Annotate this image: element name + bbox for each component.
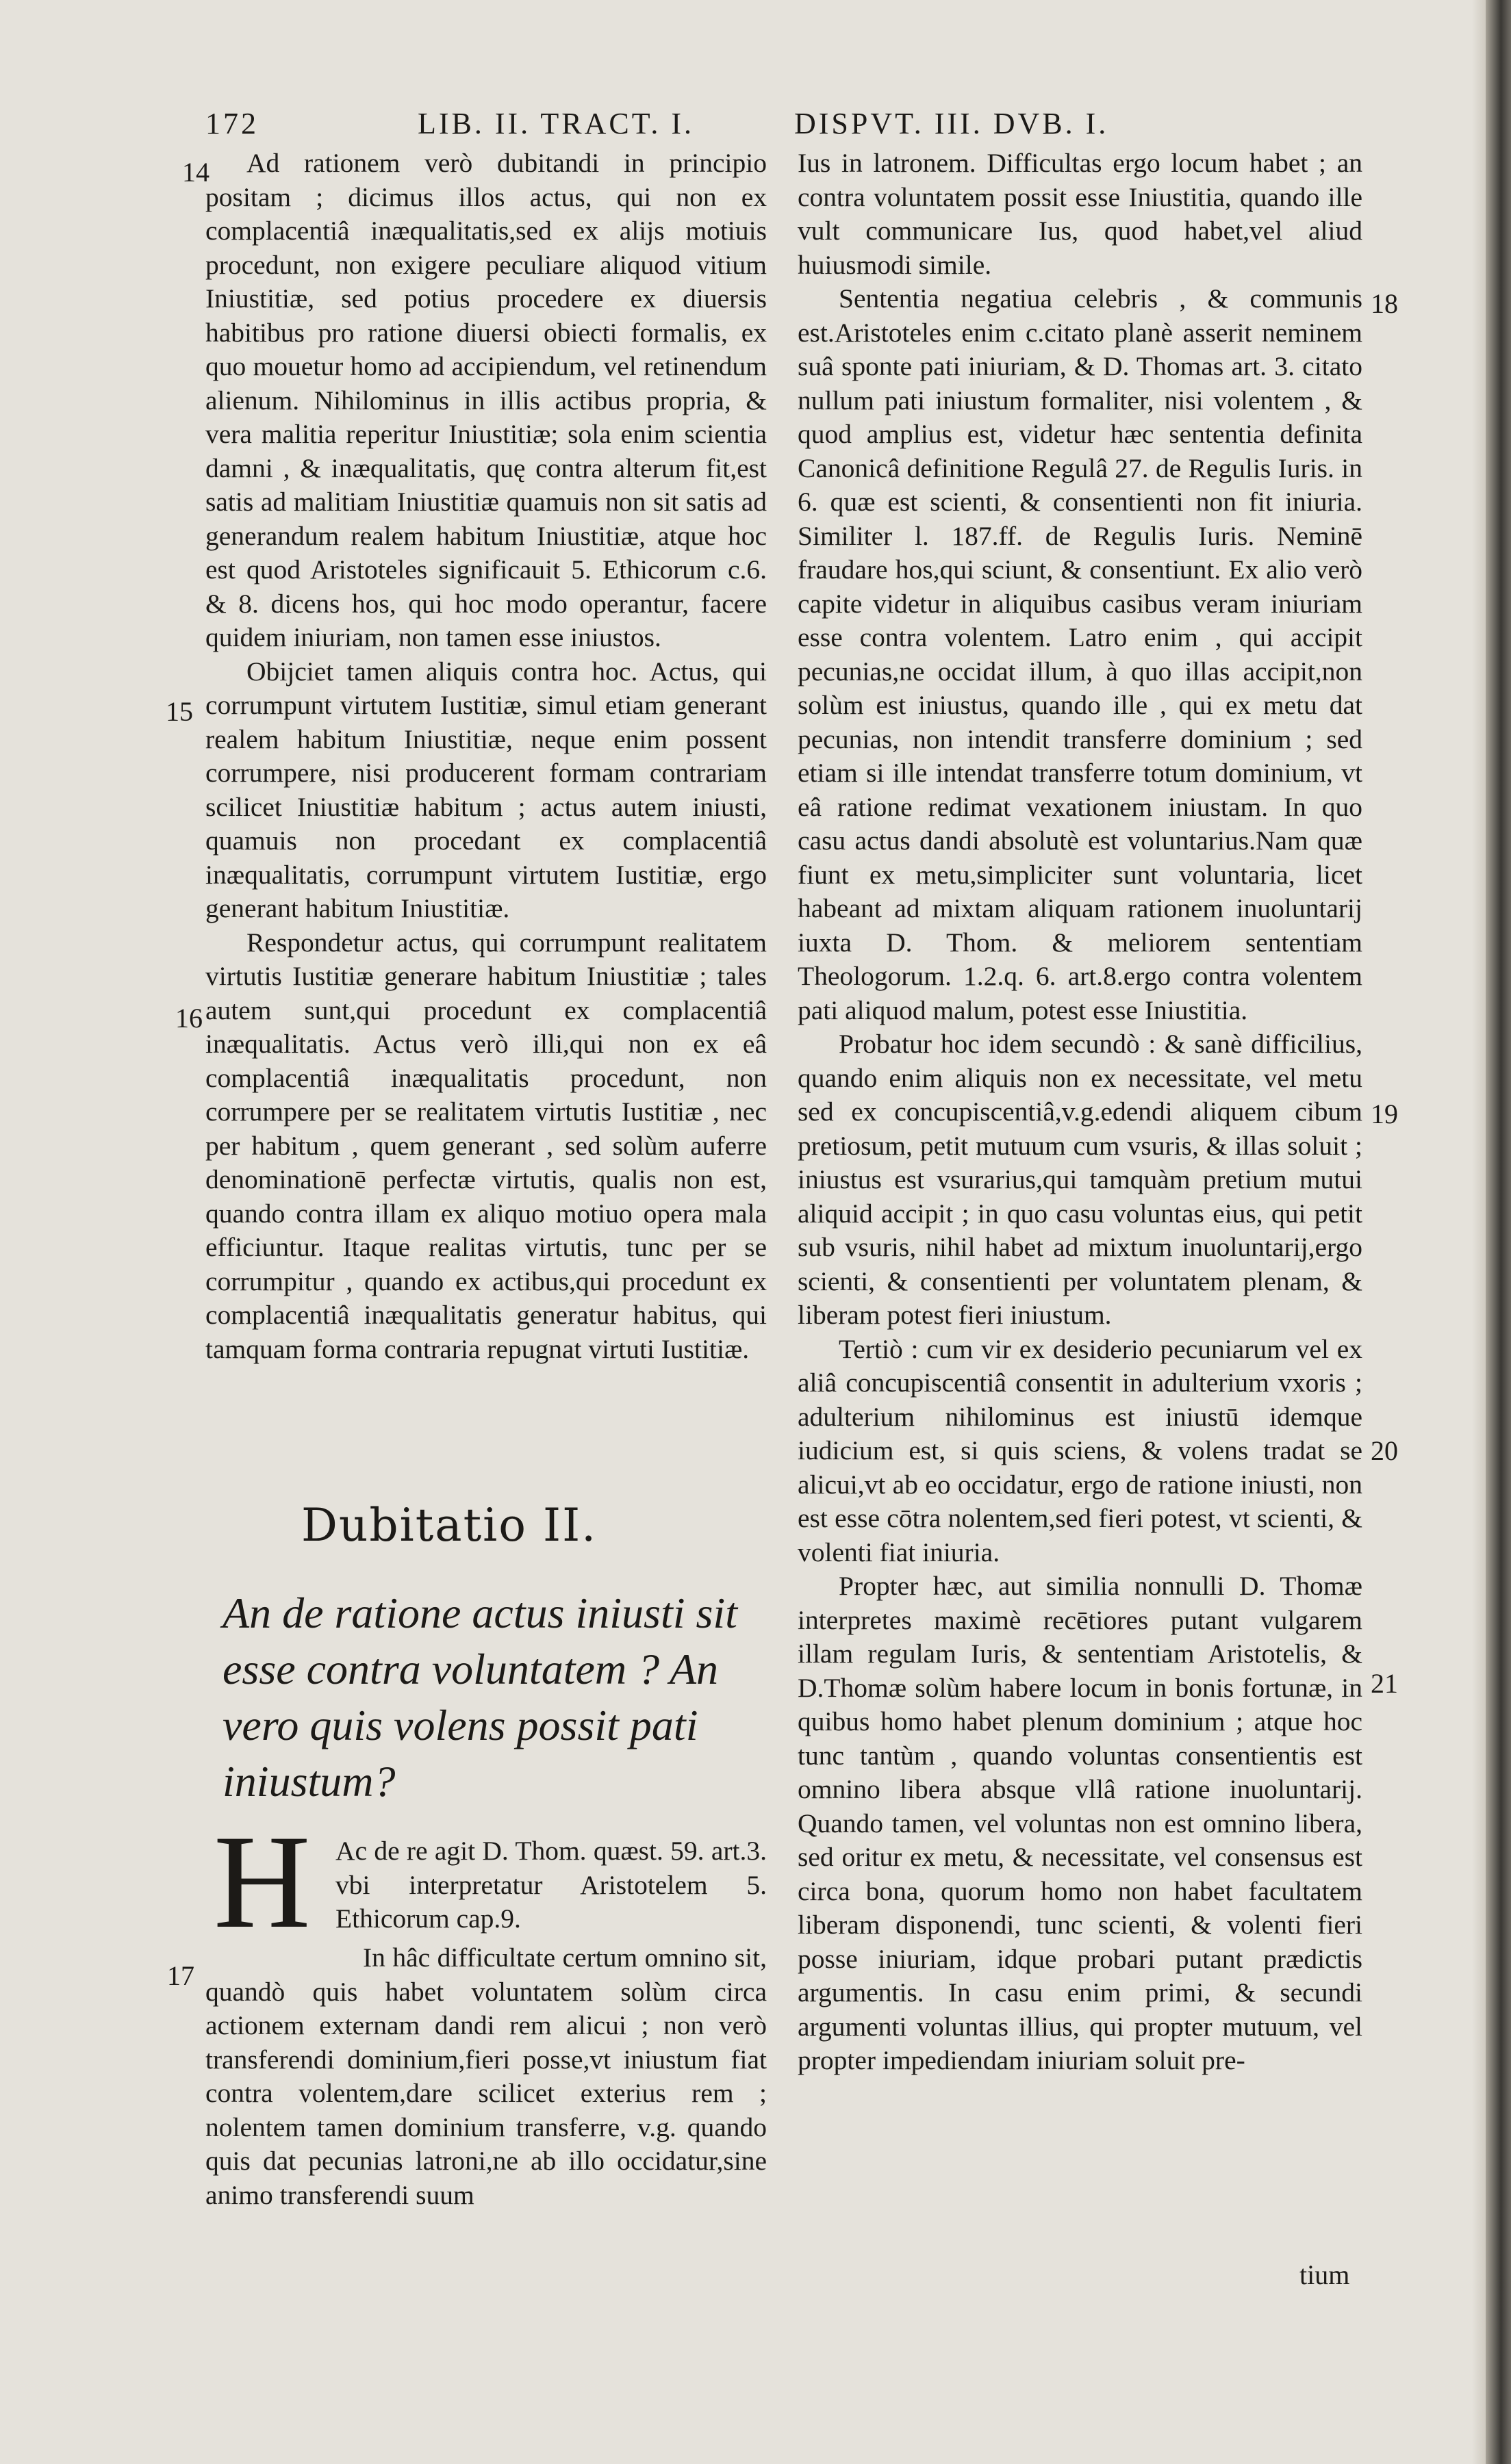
intro-text: Ac de re agit D. Thom. quæst. 59. art.3. vbi interpretatur Aristotelem 5. Ethicorum cap.9. [335,1836,767,1934]
margin-number-19: 19 [1371,1099,1398,1129]
paragraph-15: Obijciet tamen aliquis contra hoc. Actus, qui corrumpunt virtutem Iustitiæ, simul etiam generant realem habitum Iniustitiæ, neque enim possent corrumpere, nisi producerent formam contrariam scilicet Iniustitiæ habitum ; actus autem iniusti, quamuis non procedant ex complacentiâ inæqualitatis, corrumpunt virtutem Iustitiæ, ergo generant habitum Iniustitiæ. [205,656,767,923]
left-column-bottom [205,1941,767,2212]
paragraph-14: Ad rationem verò dubitandi in principio positam ; dicimus illos actus, qui non ex complacentiâ inæqualitatis,sed ex alijs motiuis procedunt, non exigere peculiare aliquod vitium Iniustitiæ, sed potius procedere ex diuersis habitibus pro ratione diuersi obiecti formalis, ex quo mouetur homo ad accipiendum, vel retinendum alienum. Nihilominus in illis actibus propria, & vera malitia reperitur Iniustitiæ; sola enim scientia damni , & inæqualitatis, quę contra alterum fit,est satis ad malitiam Iniustitiæ quamuis non sit satis ad generandum realem habitum Iniustitiæ, atque hoc est quod Aristoteles significauit 5. Ethicorum c.6. & 8. dicens hos, qui hoc modo operantur, facere quidem iniuriam, non tamen esse iniustos. [205,148,767,652]
margin-number-17: 17 [167,1960,194,1991]
catchword: tium [1299,2259,1350,2290]
running-head-right: DISPVT. III. DVB. I. [794,107,1109,140]
margin-number-21: 21 [1371,1668,1398,1699]
paragraph-17: In hâc difficultate certum omnino sit, quandò quis habet voluntatem solùm circa actionem externam dandi rem alicui ; non verò transferendi dominium,fieri posse,vt iniustum fiat contra volentem,dare scilicet exterius rem ; nolentem tamen dominium transferre, v.g. quando quis dat pecunias latroni,ne ab illo occidatur,sine animo transferendi suum [205,1942,767,2210]
margin-number-15: 15 [166,696,193,727]
paragraph-21: Propter hæc, aut similia nonnulli D. Thomæ interpretes maximè recētiores putant vulgarem illam regulam Iuris, & sententiam Aristotelis, & D.Thomæ solùm habere locum in bonis fortunæ, in quibus homo habet plenum dominium ; atque hoc tunc tantùm , quando voluntas consentientis est omnino libera absque vllâ ratione inuoluntarij. Quando tamen, vel voluntas non est omnino libera, sed oritur ex metu, & necessitate, vel consensus est circa bona, quorum homo non habet facultatem liberam disponendi, tunc scienti, & volenti fieri posse iniuriam, idque probari putant prædictis argumentis. In casu enim primi, & secundi argumenti voluntas illius, qui propter mutuum, vel propter impediendam iniuriam soluit pre- [798,1571,1362,2075]
page-edge [1472,0,1486,2464]
page-number: 172 [205,107,259,140]
right-column [798,146,1362,2078]
running-head-left: LIB. II. TRACT. I. [418,107,694,140]
edge-shadow [1486,0,1511,2464]
margin-number-18: 18 [1371,288,1398,319]
left-column [205,146,767,1366]
paragraph-intro [335,1834,767,1936]
margin-number-14: 14 [182,157,209,188]
section-heading: Dubitatio II. [301,1499,598,1552]
paragraph-16: Respondetur actus, qui corrumpunt realitatem virtutis Iustitiæ generare habitum Iniustitiæ ; tales autem sunt,qui procedunt ex complacentiâ inæqualitatis. Actus verò illi,qui non ex eâ complacentiâ inæqualitatis procedunt, non corrumpere per se realitatem virtutis Iustitiæ , nec per habitum , quem generant , sed solùm auferre denominationē perfectæ virtutis, qualis non est, quando contra illam ex aliquo motiuo opera mala efficiuntur. Itaque realitas virtutis, tunc per se corrumpitur , quando ex actibus,qui procedunt ex complacentiâ inæqualitatis generatur habitus, qui tamquam forma contraria repugnat virtuti Iustitiæ. [205,927,767,1364]
paragraph-19: Probatur hoc idem secundò : & sanè difficilius, quando enim aliquis non ex necessitate, vel metu sed ex concupiscentiâ,v.g.edendi aliquem cibum pretiosum, petit mutuum cum vsuris, & illas soluit ; iniustus est vsurarius,qui tamquàm pretium mutui aliquid accipit ; in quo casu voluntas eius, qui petit sub vsuris, nihil habet ad mixtum inuoluntarij,ergo scienti, & consentienti per voluntatem plenam, & liberam potest fieri iniustum. [798,1029,1362,1330]
drop-cap: H [214,1808,311,1956]
margin-number-16: 16 [175,1003,203,1034]
paragraph-20: Tertiò : cum vir ex desiderio pecuniarum vel ex aliâ concupiscentiâ consentit in adulterium vxoris ; adulterium nihilominus est iniustū idemque iudicium est, si quis sciens, & volens tradat se alicui,vt ab eo occidatur, ergo de ratione iniusti, non est esse cōtra nolentem,sed fieri potest, vt scienti, & volenti fiat iniuria. [798,1333,1362,1567]
question-title: An de ratione actus iniusti sit esse contra voluntatem ? An vero quis volens possit pati iniustum? [223,1589,737,1806]
margin-number-20: 20 [1371,1435,1398,1466]
paragraph-continuation: Ius in latronem. Difficultas ergo locum habet ; an contra voluntatem possit esse Iniustitia, quando ille vult communicare Ius, quod habet,vel aliud huiusmodi simile. [798,148,1362,280]
paragraph-18: Sententia negatiua celebris , & communis est.Aristoteles enim c.citato planè asserit neminem suâ sponte pati iniuriam, & D. Thomas art. 3. citato nullum pati iniustum formaliter, nisi volentem , & quod amplius est, videtur hæc sententia definita Canonicâ definitione Regulâ 27. de Regulis Iuris. in 6. quæ est scienti, & consentienti non fit iniuria. Similiter l. 187.ff. de Regulis Iuris. Neminē fraudare hos,qui sciunt, & consentiunt. Ex alio verò capite videtur in aliquibus casibus veram iniuriam esse contra volentem. Latro enim , qui accipit pecunias,ne occidat illum, à quo illas accipit,non solùm est iniustus, quando ille , qui ex metu dat pecunias, non intendit transferre dominium ; sed etiam si ille intendat transferre totum dominium, vt eâ ratione redimat vexationem iniustam. In quo casu actus dandi absolutè est voluntarius.Nam quæ fiunt ex metu,simpliciter sunt voluntaria, licet habeant ad mixtam aliquam rationem inuoluntarij iuxta D. Thom. & meliorem sententiam Theologorum. 1.2.q. 6. art.8.ergo contra volentem pati aliquod malum, potest esse Iniustitia. [798,283,1362,1025]
page-header [205,106,1410,147]
